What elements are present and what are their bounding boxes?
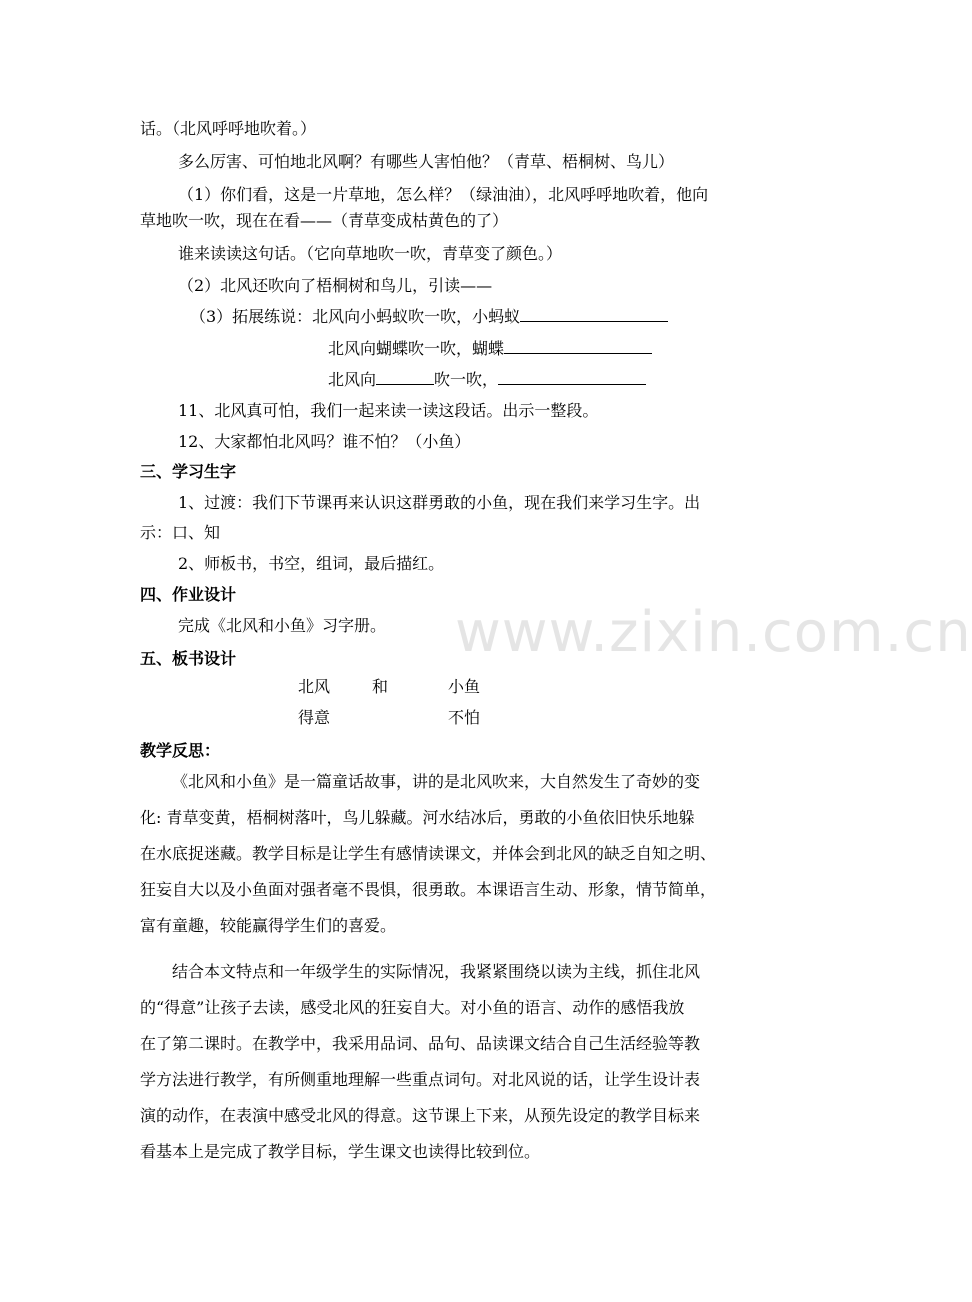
reflection-line: 化: 青草变黄，梧桐树落叶，鸟儿躲藏。河水结冰后，勇敢的小鱼依旧快乐地躲 (140, 808, 695, 827)
board-cell: 得意 (298, 708, 331, 727)
reflection-line: 看基本上是完成了教学目标，学生课文也读得比较到位。 (140, 1142, 541, 1161)
text-line: 草地吹一吹，现在在看——（青草变成枯黄色的了） (140, 211, 509, 230)
practice-prompt: 吹一吹， (434, 370, 499, 389)
text-line: 多么厉害、可怕地北风啊？有哪些人害怕他？（青草、梧桐树、鸟儿） (178, 152, 675, 171)
practice-prompt: 北风向蝴蝶吹一吹，蝴蝶 (328, 339, 505, 358)
text-line: 示：口、知 (140, 523, 221, 542)
text-line: 2、师板书，书空，组词，最后描红。 (178, 554, 445, 573)
practice-prompt: （3）拓展练说：北风向小蚂蚁吹一吹，小蚂蚁 (190, 307, 521, 326)
text-line: 1、过渡：我们下节课再来认识这群勇敢的小鱼，现在我们来学习生字。出 (178, 493, 701, 512)
text-line: 谁来读读这句话。（它向草地吹一吹，青草变了颜色。） (178, 244, 563, 263)
section-heading: 四、作业设计 (140, 585, 237, 604)
practice-line-2 (328, 338, 652, 360)
text-line: 完成《北风和小鱼》习字册。 (178, 616, 387, 635)
text-line: （1）你们看，这是一片草地，怎么样？（绿油油），北风呼呼地吹着，他向 (178, 185, 709, 204)
practice-line-1 (190, 306, 668, 328)
reflection-line: 富有童趣，较能赢得学生们的喜爱。 (140, 916, 397, 935)
watermark: www.zixin.com.cn (455, 600, 972, 665)
text-line: 12、大家都怕北风吗？谁不怕？（小鱼） (178, 432, 471, 451)
practice-line-3 (328, 369, 646, 391)
reflection-line: 学方法进行教学，有所侧重地理解一些重点词句。对北风说的话，让学生设计表 (140, 1070, 701, 1089)
blank-underline (520, 307, 668, 322)
section-heading: 三、学习生字 (140, 462, 237, 481)
text-line: 话。（北风呼呼地吹着。） (140, 119, 317, 138)
blank-underline (504, 339, 652, 354)
board-cell: 不怕 (448, 708, 481, 727)
board-cell: 小鱼 (448, 677, 481, 696)
text-line: 11、北风真可怕，我们一起来读一读这段话。出示一整段。 (178, 401, 599, 420)
reflection-heading: 教学反思： (140, 741, 221, 760)
reflection-line: 结合本文特点和一年级学生的实际情况，我紧紧围绕以读为主线，抓住北风 (172, 962, 701, 981)
reflection-line: 《北风和小鱼》是一篇童话故事，讲的是北风吹来，大自然发生了奇妙的变 (172, 772, 701, 791)
reflection-line: 狂妄自大以及小鱼面对强者毫不畏惧，很勇敢。本课语言生动、形象，情节简单， (140, 880, 717, 899)
reflection-line: 在水底捉迷藏。教学目标是让学生有感情读课文，并体会到北风的缺乏自知之明、 (140, 844, 717, 863)
reflection-line: 的“得意”让孩子去读，感受北风的狂妄自大。对小鱼的语言、动作的感悟我放 (140, 998, 685, 1017)
reflection-line: 在了第二课时。在教学中，我采用品词、品句、品读课文结合自己生活经验等教 (140, 1034, 701, 1053)
blank-underline (376, 370, 434, 385)
text-line: （2）北风还吹向了梧桐树和鸟儿，引读—— (178, 276, 493, 295)
blank-underline (498, 370, 646, 385)
section-heading: 五、板书设计 (140, 649, 237, 668)
board-cell: 和 (372, 677, 389, 696)
reflection-line: 演的动作，在表演中感受北风的得意。这节课上下来，从预先设定的教学目标来 (140, 1106, 701, 1125)
practice-prompt: 北风向 (328, 370, 377, 389)
board-cell: 北风 (298, 677, 331, 696)
